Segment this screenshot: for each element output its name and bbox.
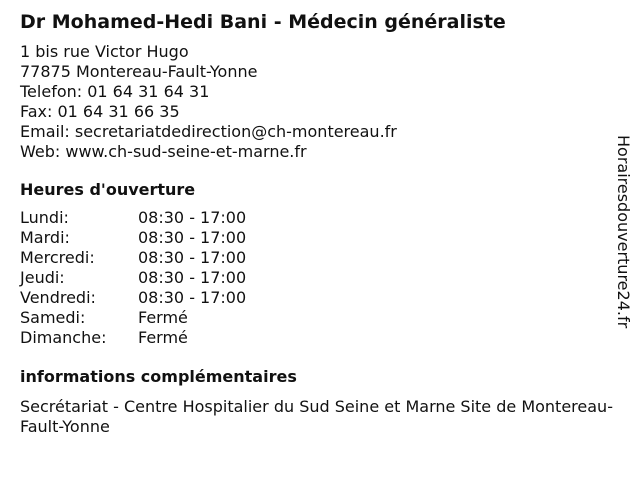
- hours-time: Fermé: [138, 328, 188, 347]
- phone-line: Telefon: 01 64 31 64 31: [20, 82, 210, 101]
- hours-time: 08:30 - 17:00: [138, 268, 247, 287]
- hours-row-friday: [20, 288, 620, 308]
- hours-time: 08:30 - 17:00: [138, 288, 247, 307]
- hours-day: Lundi:: [20, 208, 69, 227]
- hours-row-monday: [20, 208, 620, 228]
- hours-day: Mercredi:: [20, 248, 95, 267]
- fax-line: Fax: 01 64 31 66 35: [20, 102, 180, 121]
- hours-time: 08:30 - 17:00: [138, 248, 247, 267]
- hours-table: [20, 208, 620, 348]
- address-street: 1 bis rue Victor Hugo: [20, 42, 189, 61]
- hours-heading: Heures d'ouverture: [20, 180, 196, 199]
- hours-day: Dimanche:: [20, 328, 107, 347]
- hours-row-thursday: [20, 268, 620, 288]
- hours-time: Fermé: [138, 308, 188, 327]
- hours-time: 08:30 - 17:00: [138, 208, 247, 227]
- info-heading: informations complémentaires: [20, 367, 297, 386]
- hours-day: Vendredi:: [20, 288, 96, 307]
- hours-row-tuesday: [20, 228, 620, 248]
- page-title: Dr Mohamed-Hedi Bani - Médecin généraliste: [20, 11, 506, 33]
- hours-day: Samedi:: [20, 308, 86, 327]
- web-line: Web: www.ch-sud-seine-et-marne.fr: [20, 142, 307, 161]
- info-text: Secrétariat - Centre Hospitalier du Sud Seine et Marne Site de Montereau-Fault-Yonne: [20, 397, 613, 436]
- hours-row-wednesday: [20, 248, 620, 268]
- hours-day: Mardi:: [20, 228, 70, 247]
- hours-row-sunday: [20, 328, 620, 348]
- email-line: Email: secretariatdedirection@ch-montereau.fr: [20, 122, 397, 141]
- hours-row-saturday: [20, 308, 620, 328]
- contact-block: [20, 42, 620, 162]
- hours-day: Jeudi:: [20, 268, 65, 287]
- brand-watermark: Horairesdouverture24.fr: [614, 135, 633, 329]
- address-city: 77875 Montereau-Fault-Yonne: [20, 62, 258, 81]
- hours-time: 08:30 - 17:00: [138, 228, 247, 247]
- doctor-info-card: [20, 10, 620, 437]
